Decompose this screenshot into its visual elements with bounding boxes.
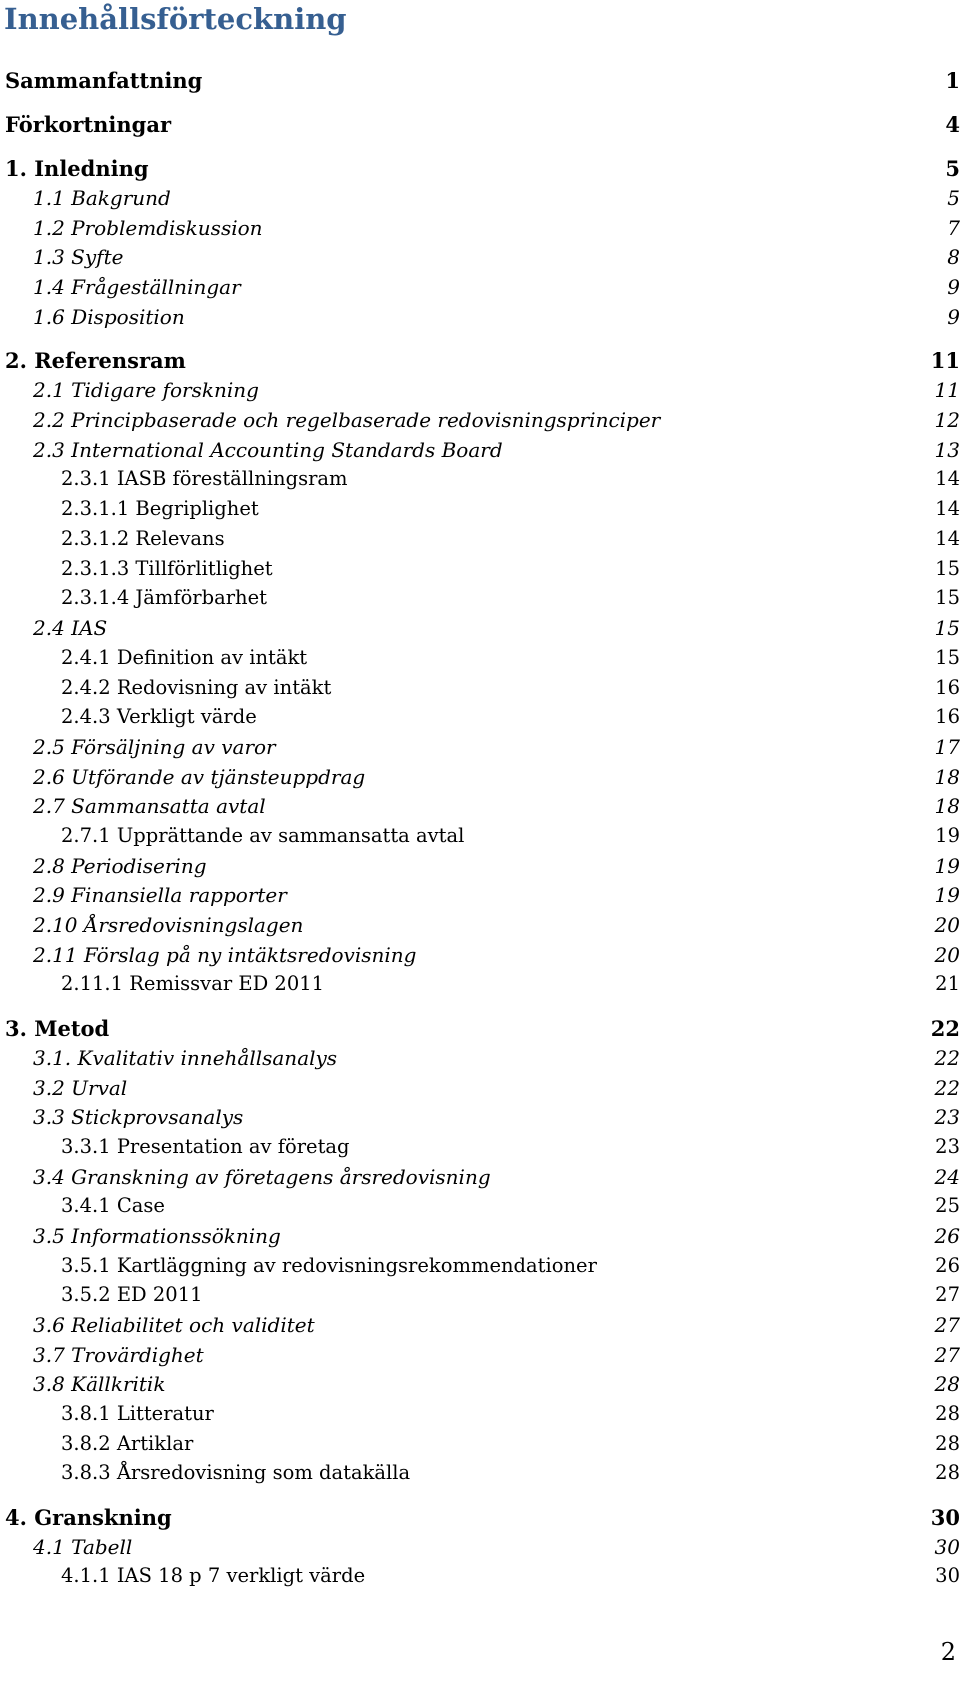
toc-entry-page: 27 [935,1283,960,1306]
toc-entry-title: 3.6 Reliabilitet och validitet [33,1313,315,1337]
toc-entry-page: 30 [935,1564,960,1587]
toc-entry-title: 2.1 Tidigare forskning [33,378,259,402]
toc-entry [0,1402,960,1432]
toc-entry [0,527,960,557]
toc-entry-title: Förkortningar [5,112,172,137]
toc-entry [0,408,960,438]
toc-entry [0,68,960,98]
toc-entry-page: 18 [934,794,960,818]
toc-entry-title: 2.3 International Accounting Standards Board [33,438,503,462]
toc-entry [0,646,960,676]
toc-entry [0,1564,960,1594]
toc-entry-page: 19 [934,854,960,878]
toc-entry-page: 5 [945,156,960,181]
toc-entry-page: 5 [947,186,960,210]
toc-entry-page: 30 [934,1535,960,1559]
toc-entry [0,275,960,305]
toc-entry-page: 1 [945,68,960,93]
toc-entry-title: 2.3.1.4 Jämförbarhet [61,586,267,609]
toc-entry [0,1105,960,1135]
toc-entry-page: 8 [947,245,960,269]
toc-entry-title: 2.7 Sammansatta avtal [33,794,266,818]
toc-entry-page: 17 [934,735,960,759]
toc-entry-title: 2.6 Utförande av tjänsteuppdrag [33,765,366,789]
toc-entry-title: 1.1 Bakgrund [33,186,171,210]
toc-entry-title: 2.3.1.2 Relevans [61,527,225,550]
toc-entry-page: 4 [945,112,960,137]
toc-entry-title: 3.5.2 ED 2011 [61,1283,203,1306]
toc-entry-title: 1. Inledning [5,156,149,181]
toc-entry-page: 21 [935,972,960,995]
toc-entry-title: 2.5 Försäljning av varor [33,735,276,759]
toc-entry [0,1165,960,1195]
toc-entry [0,438,960,468]
toc-entry [0,245,960,275]
toc-entry-page: 15 [935,557,960,580]
toc-entry [0,1535,960,1565]
toc-entry [0,705,960,735]
toc-entry-page: 16 [935,705,960,728]
toc-entry [0,186,960,216]
toc-entry-title: 2.4 IAS [33,616,108,640]
toc-entry-title: 4. Granskning [5,1505,172,1530]
toc-entry-title: 1.6 Disposition [33,305,185,329]
toc-entry-title: 3.3.1 Presentation av företag [61,1135,350,1158]
toc-entry-page: 19 [935,824,960,847]
toc-entry-page: 23 [934,1105,960,1129]
toc-entry-title: 2.3.1.1 Begriplighet [61,497,259,520]
toc-entry-title: 2.4.3 Verkligt värde [61,705,257,728]
toc-entry-title: 2.2 Principbaserade och regelbaserade redovisningsprinciper [33,408,661,432]
toc-entry [0,765,960,795]
toc-entry-title: 2.10 Årsredovisningslagen [33,913,304,937]
toc-entry-page: 22 [934,1076,960,1100]
toc-entry [0,1016,960,1046]
toc-entry-title: 2.9 Finansiella rapporter [33,883,287,907]
toc-entry-page: 27 [934,1343,960,1367]
toc-entry-page: 9 [947,275,960,299]
toc-entry-title: 3.5.1 Kartläggning av redovisningsrekommendationer [61,1254,597,1277]
toc-entry-page: 16 [935,676,960,699]
toc-entry-page: 27 [934,1313,960,1337]
toc-entry [0,1224,960,1254]
toc-entry-title: 2.11.1 Remissvar ED 2011 [61,972,325,995]
toc-entry-page: 14 [935,527,960,550]
toc-entry-page: 15 [934,616,960,640]
toc-entry [0,854,960,884]
toc-entry [0,676,960,706]
toc-entry-page: 24 [934,1165,960,1189]
toc-entry [0,1432,960,1462]
toc-entry-title: 3. Metod [5,1016,110,1041]
toc-entry [0,348,960,378]
toc-entry [0,1372,960,1402]
toc-entry-title: 1.2 Problemdiskussion [33,216,263,240]
toc-entry-title: 3.8.1 Litteratur [61,1402,214,1425]
toc-entry-page: 22 [930,1016,960,1041]
toc-entry-title: 3.7 Trovärdighet [33,1343,204,1367]
toc-entry-page: 20 [934,913,960,937]
toc-entry [0,1343,960,1373]
toc-entry [0,378,960,408]
toc-entry-title: 2.3.1.3 Tillförlitlighet [61,557,273,580]
toc-entry [0,557,960,587]
toc-entry [0,913,960,943]
toc-entry [0,586,960,616]
toc-entry-title: 3.5 Informationssökning [33,1224,281,1248]
toc-entry-title: 3.2 Urval [33,1076,128,1100]
toc-entry [0,216,960,246]
toc-entry-page: 20 [934,943,960,967]
toc-entry [0,467,960,497]
toc-entry [0,1046,960,1076]
toc-entry-title: 3.8 Källkritik [33,1372,166,1396]
toc-entry-title: 2.7.1 Upprättande av sammansatta avtal [61,824,465,847]
toc-entry [0,1135,960,1165]
toc-entry-page: 9 [947,305,960,329]
toc-entry-title: 3.4 Granskning av företagens årsredovisning [33,1165,491,1189]
toc-entry-page: 15 [935,646,960,669]
toc-entry-title: 4.1 Tabell [33,1535,133,1559]
toc-entry [0,735,960,765]
toc-entry-title: 1.3 Syfte [33,245,124,269]
toc-entry [0,1313,960,1343]
toc-entry-page: 30 [930,1505,960,1530]
toc-entry-title: 1.4 Frågeställningar [33,275,241,299]
toc-entry-page: 18 [934,765,960,789]
toc-entry [0,943,960,973]
page-number: 2 [940,1638,956,1666]
toc-entry [0,883,960,913]
toc-entry-page: 23 [935,1135,960,1158]
toc-entry-page: 28 [934,1372,960,1396]
toc-entry-title: 2.3.1 IASB föreställningsram [61,467,348,490]
toc-entry-page: 28 [935,1432,960,1455]
toc-entry-title: 3.8.3 Årsredovisning som datakälla [61,1461,411,1484]
toc-entry-title: 2.4.2 Redovisning av intäkt [61,676,332,699]
toc-entry [0,305,960,335]
toc-entry-page: 7 [947,216,960,240]
toc-title: Innehållsförteckning [4,2,347,36]
toc-entry-title: 3.8.2 Artiklar [61,1432,194,1455]
toc-entry-page: 28 [935,1461,960,1484]
toc-entry [0,794,960,824]
toc-entry [0,1283,960,1313]
toc-entry [0,824,960,854]
toc-entry-title: 3.1. Kvalitativ innehållsanalys [33,1046,338,1070]
toc-entry-title: 4.1.1 IAS 18 p 7 verkligt värde [61,1564,366,1587]
toc-entry [0,1194,960,1224]
toc-entry [0,156,960,186]
toc-entry-page: 15 [935,586,960,609]
toc-entry-title: 2.11 Förslag på ny intäktsredovisning [33,943,417,967]
toc-entry-page: 26 [935,1254,960,1277]
toc-entry-page: 19 [934,883,960,907]
toc-entry-title: 2.4.1 Definition av intäkt [61,646,308,669]
toc-entry-title: 3.4.1 Case [61,1194,165,1217]
toc-entry [0,1076,960,1106]
toc-entry-title: 2.8 Periodisering [33,854,207,878]
toc-entry [0,112,960,142]
toc-entry [0,1461,960,1491]
toc-entry-page: 25 [935,1194,960,1217]
toc-entry-page: 11 [934,378,960,402]
toc-entry-page: 13 [934,438,960,462]
toc-entry-title: 2. Referensram [5,348,186,373]
toc-entry-title: 3.3 Stickprovsanalys [33,1105,244,1129]
toc-entry-page: 14 [935,467,960,490]
toc-entry [0,616,960,646]
toc-entry [0,972,960,1002]
toc-entry-page: 28 [935,1402,960,1425]
toc-entry-page: 11 [930,348,960,373]
toc-entry-page: 22 [934,1046,960,1070]
toc-entry [0,1505,960,1535]
toc-entry-page: 26 [934,1224,960,1248]
toc-entry [0,497,960,527]
toc-entry-page: 14 [935,497,960,520]
toc-entry-title: Sammanfattning [5,68,203,93]
toc-entry [0,1254,960,1284]
toc-entry-page: 12 [934,408,960,432]
